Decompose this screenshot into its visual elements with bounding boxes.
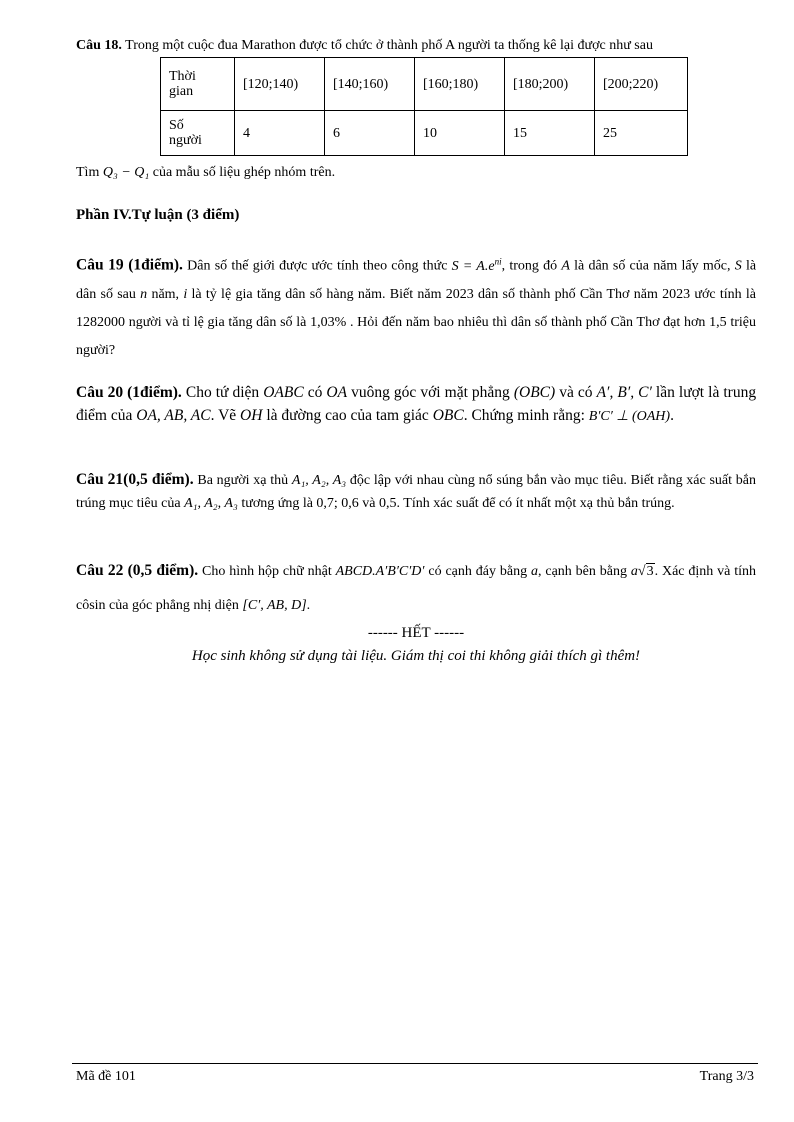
question-18-label: Câu 18.	[76, 38, 122, 53]
part-4-heading: Phần IV.Tự luận (3 điểm)	[76, 207, 240, 223]
count-cell: 15	[505, 111, 595, 156]
population-formula: $S = A.e^{ni}$	[451, 256, 502, 274]
quartile-expression: Q₃ − Q₁	[102, 165, 150, 180]
question-19-label: Câu 19 (1điểm).	[76, 256, 183, 274]
interval-cell: [140;160)	[325, 58, 415, 111]
question-20-label: Câu 20 (1điểm).	[76, 384, 182, 401]
question-21: Câu 21(0,5 điểm). Ba người xạ thủ A₁, A₂, A₃ độc lập với nhau cùng nổ súng bắn vào mục tiêu. Biết rằng xác suất bắn trúng mục tiêu của A₁, A₂, A₃ tương ứng là 0,7; 0,6 và 0,5. Tính xác suất để có ít nhất một xạ thủ bắn trúng.	[76, 471, 756, 511]
exam-note: Học sinh không sử dụng tài liệu. Giám thị coi thi không giải thích gì thêm!	[191, 648, 641, 664]
interval-cell: [160;180)	[415, 58, 505, 111]
side-length-expression: a√3	[630, 564, 654, 579]
question-20: Câu 20 (1điểm). Cho tứ diện OABC có OA vuông góc với mặt phẳng (OBC) và có A′, B′, C′ lần lượt là trung điểm của OA, AB, AC. Vẽ OH là đường cao của tam giác OBC. Chứng minh rằng: B′C′ ⊥ (OAH).	[76, 384, 757, 424]
question-18-find: Tìm Q₃ − Q₁ của mẫu số liệu ghép nhóm trên.	[76, 165, 336, 180]
end-marker: ------ HẾT ------	[367, 625, 465, 641]
question-22: Câu 22 (0,5 điểm). Cho hình hộp chữ nhật ABCD.A′B′C′D′ có cạnh đáy bằng a, cạnh bên bằng a√3. Xác định và tính côsin của góc phẳng nhị diện [C′, AB, D].	[76, 562, 757, 613]
question-21-label: Câu 21(0,5 điểm).	[76, 471, 194, 488]
frequency-table	[160, 57, 688, 156]
interval-cell: [180;200)	[505, 58, 595, 111]
question-18	[76, 38, 653, 54]
exam-code: Mã đề 101	[76, 1069, 136, 1084]
count-cell: 25	[595, 111, 688, 156]
count-cell: 10	[415, 111, 505, 156]
table-header-count: Số người	[161, 111, 235, 156]
question-18-text: Trong một cuộc đua Marathon được tổ chức ở thành phố A người ta thống kê lại được như sau	[125, 38, 653, 53]
count-cell: 6	[325, 111, 415, 156]
footer-divider	[72, 1063, 758, 1064]
table-row-time	[161, 58, 688, 111]
count-cell: 4	[235, 111, 325, 156]
question-19: Câu 19 (1điểm). Dân số thế giới được ước tính theo công thức $S = A.e^{ni}$, trong đó A là dân số của năm lấy mốc, S là dân số sau n năm, i là tỷ lệ gia tăng dân số hàng năm. Biết năm 2023 dân số thành phố Cần Thơ năm 2023 ước tính là 1282000 người và tỉ lệ gia tăng dân số là 1,03% . Hỏi đến năm bao nhiêu thì dân số thành phố Cần Thơ đạt hơn 1,5 triệu người?	[76, 256, 757, 358]
interval-cell: [200;220)	[595, 58, 688, 111]
table-header-time: Thời gian	[161, 58, 235, 111]
interval-cell: [120;140)	[235, 58, 325, 111]
question-22-label: Câu 22 (0,5 điểm).	[76, 562, 199, 579]
page-number: Trang 3/3	[699, 1069, 754, 1084]
table-row-count	[161, 111, 688, 156]
